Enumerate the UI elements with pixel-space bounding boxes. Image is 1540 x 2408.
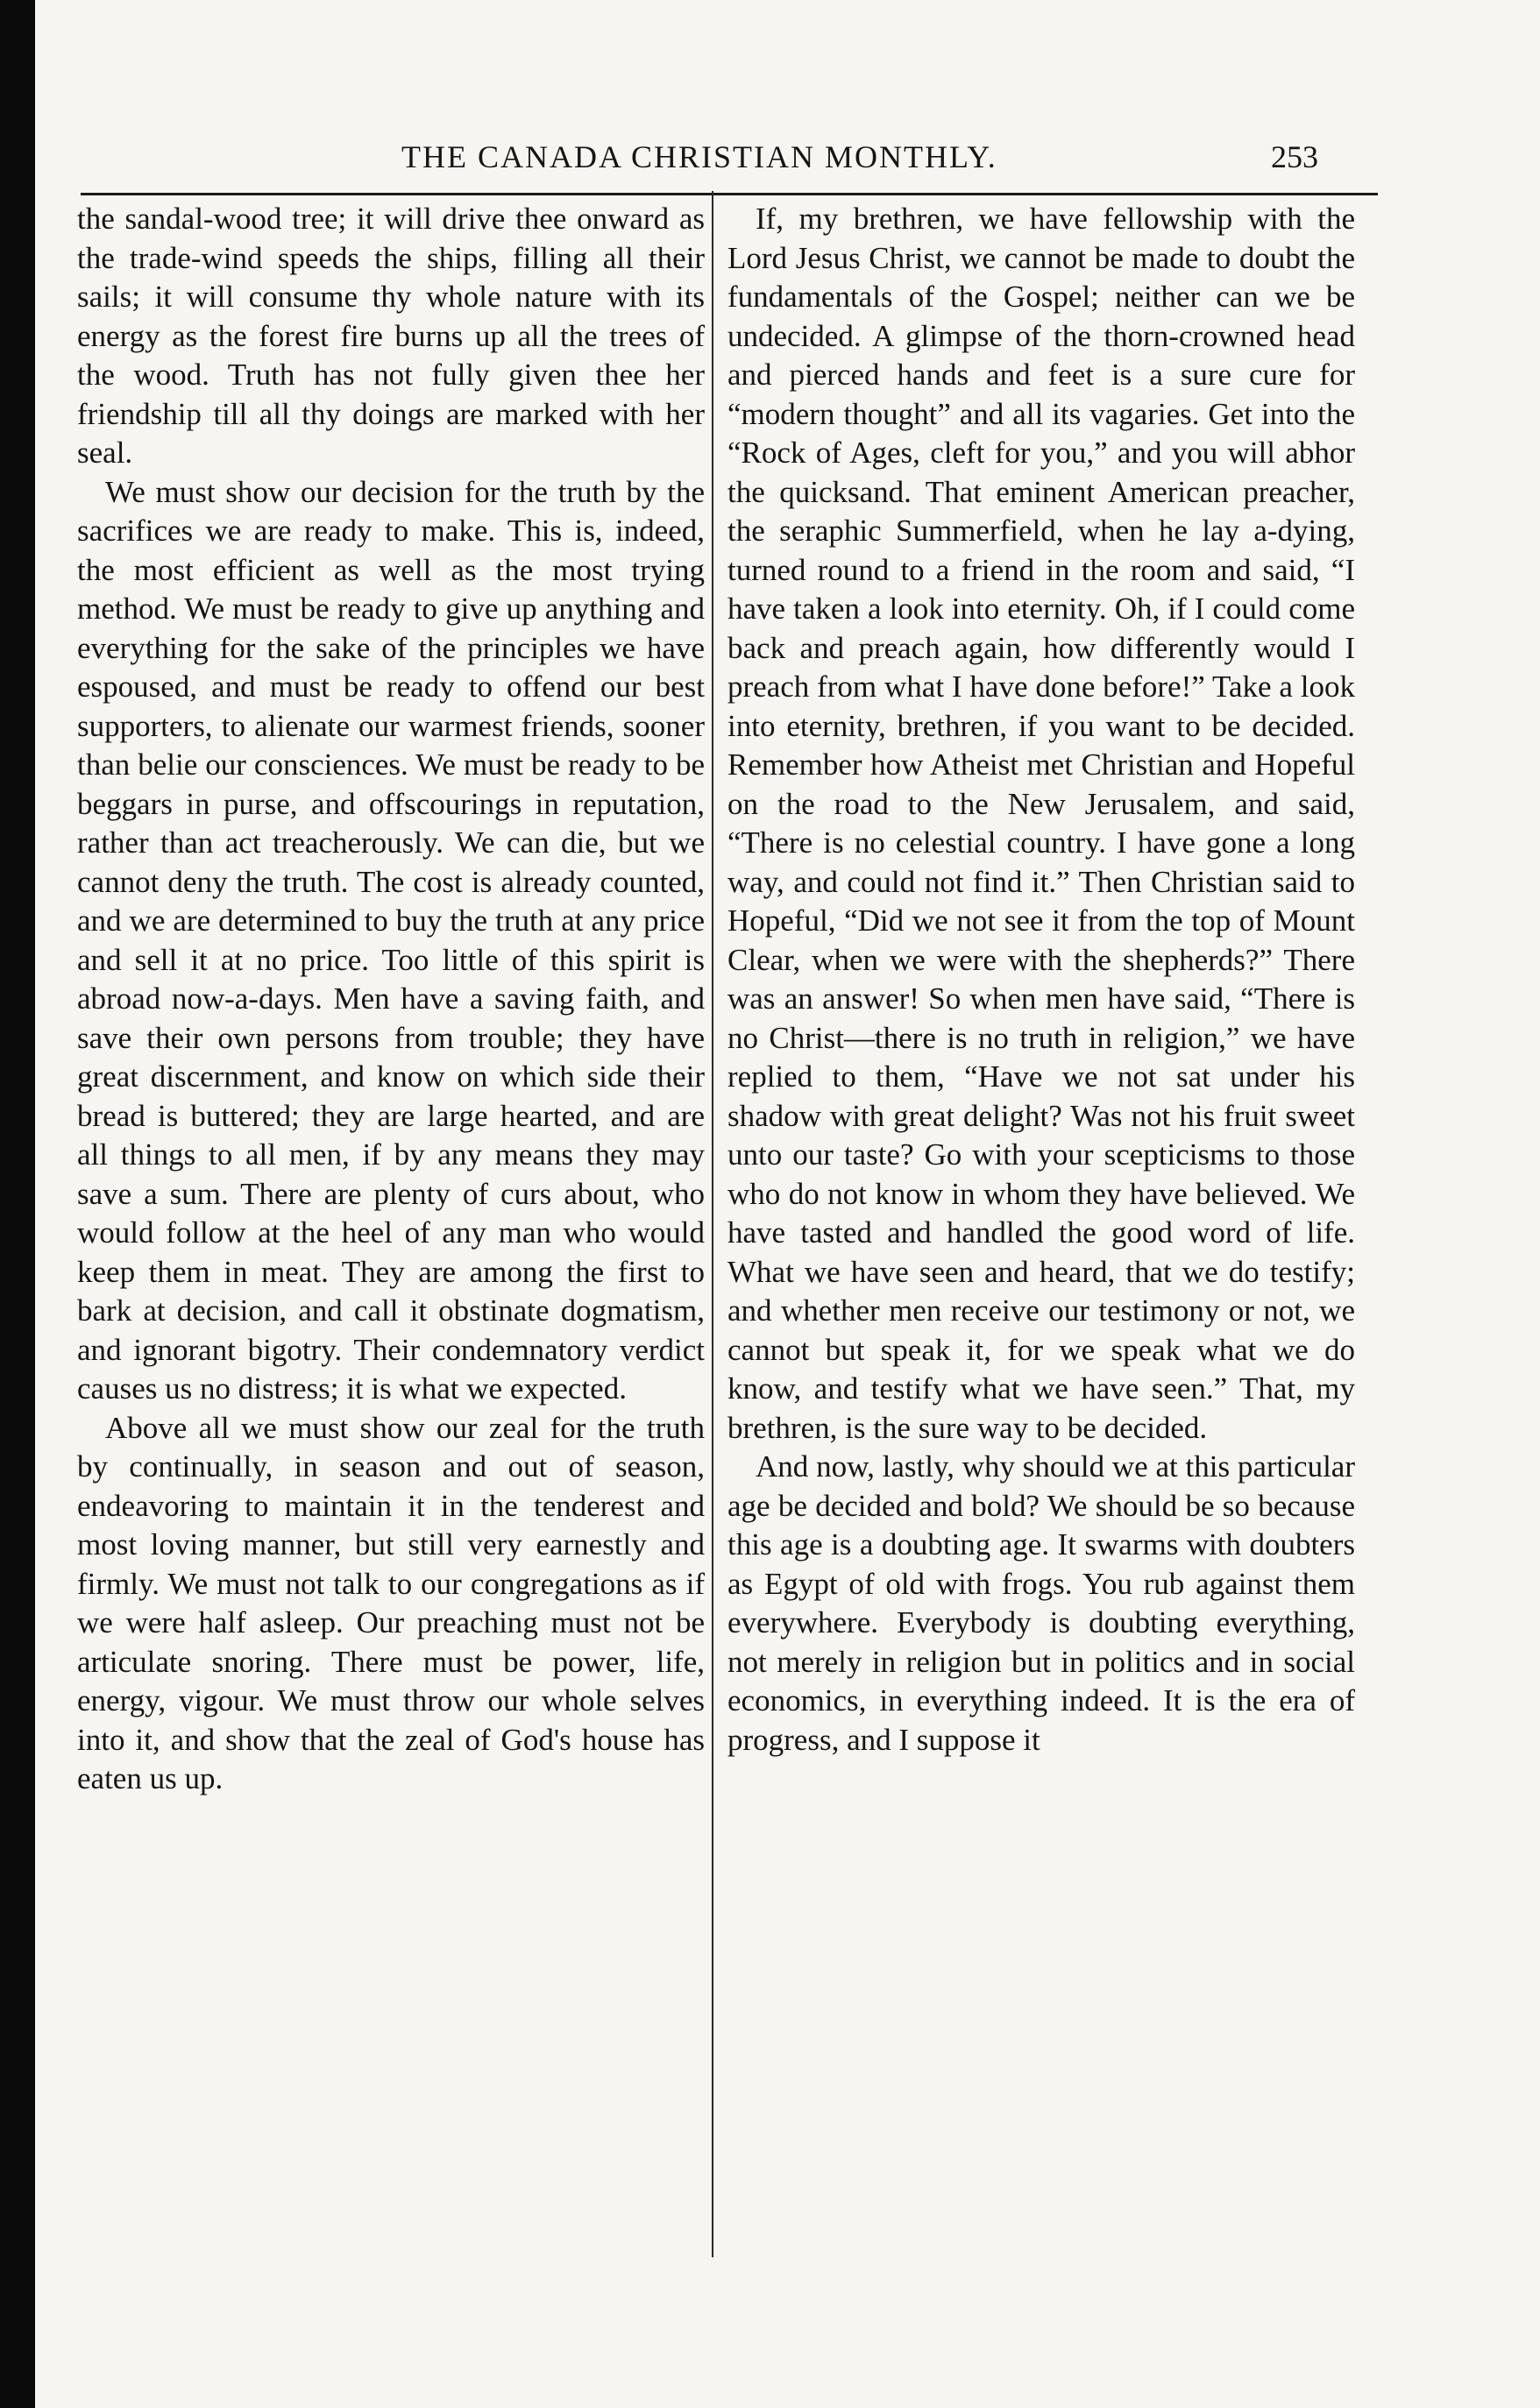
left-column <box>77 200 705 1799</box>
header-rule <box>81 193 1378 195</box>
left-paragraph-1: the sandal-wood tree; it will drive thee onward as the trade-wind speeds the ships, filling all their sails; it will consume thy whole nature with its energy as the forest fire burns up all the trees of the wood. Truth has not fully given thee her friendship till all thy doings are marked with her seal. <box>77 202 705 470</box>
page-header <box>0 138 1540 191</box>
left-paragraph-3: Above all we must show our zeal for the truth by continually, in season and out of season, endeavoring to maintain it in the tenderest and most loving manner, but still very earnestly and firmly. We must not talk to our congregations as if we were half asleep. Our preaching must not be articulate snoring. There must be power, life, energy, vigour. We must throw our whole selves into it, and show that the zeal of God's house has eaten us up. <box>77 1410 705 1795</box>
right-column <box>727 200 1355 1760</box>
left-paragraph-2: We must show our decision for the truth by the sacrifices we are ready to make. This is, indeed, the most efficient as well as the most trying method. We must be ready to give up anything and everything for the sake of the principles we have espoused, and must be ready to offend our best supporters, to alienate our warmest friends, sooner than belie our consciences. We must be ready to be beggars in purse, and offscourings in reputation, rather than act treacherously. We can die, but we cannot deny the truth. The cost is already counted, and we are determined to buy the truth at any price and sell it at no price. Too little of this spirit is abroad now-a-days. Men have a saving faith, and save their own persons from trouble; they have great discernment, and know on which side their bread is buttered; they are large hearted, and are all things to all men, if by any means they may save a sum. There are plenty of curs about, who would follow at the heel of any man who would keep them in meat. They are among the first to bark at decision, and call it obstinate dogmatism, and ignorant bigotry. Their condemnatory verdict causes us no distress; it is what we expected. <box>77 474 705 1406</box>
right-paragraph-1: If, my brethren, we have fellowship with the Lord Jesus Christ, we cannot be made to doubt the fundamentals of the Gospel; neither can we be undecided. A glimpse of the thorn-crowned head and pierced hands and feet is a sure cure for “modern thought” and all its vagaries. Get into the “Rock of Ages, cleft for you,” and you will abhor the quicksand. That eminent American preacher, the seraphic Summerfield, when he lay a-dying, turned round to a friend in the room and said, “I have taken a look into eternity. Oh, if I could come back and preach again, how differently would I preach from what I have done before!” Take a look into eternity, brethren, if you want to be decided. Remember how Atheist met Christian and Hopeful on the road to the New Jerusalem, and said, “There is no celestial country. I have gone a long way, and could not find it.” Then Christian said to Hopeful, “Did we not see it from the top of Mount Clear, when we were with the shepherds?” There was an answer! So when men have said, “There is no Christ—there is no truth in religion,” we have replied to them, “Have we not sat under his shadow with great delight? Was not his fruit sweet unto our taste? Go with your scepticisms to those who do not know in whom they have believed. We have tasted and handled the good word of life. What we have seen and heard, that we do testify; and whether men receive our testimony or not, we cannot but speak it, for we speak what we do know, and testify what we have seen.” That, my brethren, is the sure way to be decided. <box>727 202 1355 1445</box>
page-number: 253 <box>1271 139 1318 174</box>
scan-edge-bar <box>0 0 35 2408</box>
running-title: THE CANADA CHRISTIAN MONTHLY. <box>401 139 997 174</box>
right-paragraph-2: And now, lastly, why should we at this particular age be decided and bold? We should be so because this age is a doubting age. It swarms with doubters as Egypt of old with frogs. You rub against them everywhere. Everybody is doubting everything, not merely in religion but in politics and in social economics, in everything indeed. It is the era of progress, and I suppose it <box>727 1449 1355 1757</box>
column-divider <box>712 191 713 2257</box>
